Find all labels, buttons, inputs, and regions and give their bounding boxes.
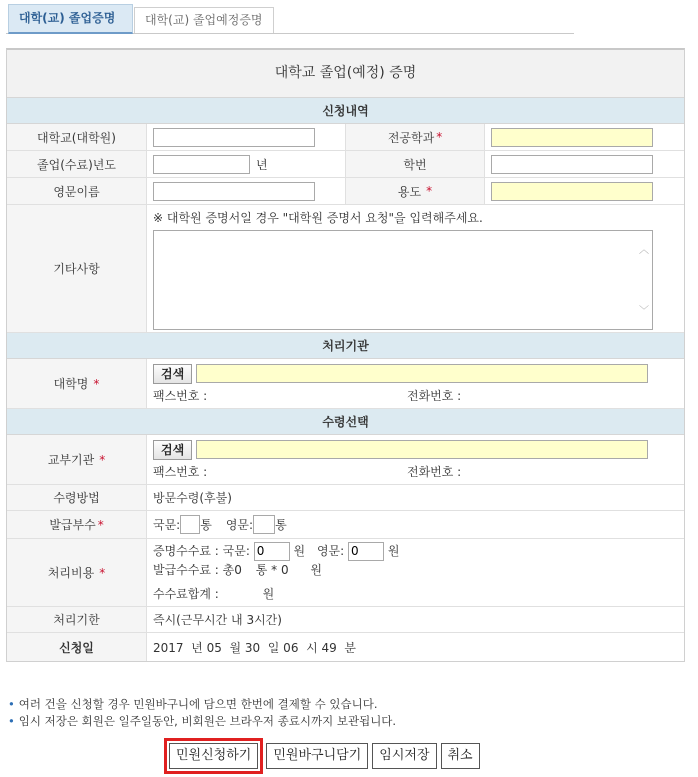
row-issuer bbox=[7, 435, 684, 485]
required-mark: * bbox=[97, 517, 104, 532]
etc-textarea[interactable] bbox=[153, 230, 653, 330]
temp-save-button[interactable]: 임시저장 bbox=[372, 743, 436, 769]
notes bbox=[8, 696, 396, 730]
copies-english-label: 영문: bbox=[225, 518, 254, 532]
cert-english-won: 원 bbox=[387, 543, 400, 558]
row-etc bbox=[7, 205, 684, 333]
grad-year-input[interactable] bbox=[153, 155, 250, 174]
issue-fee-mult: 통 * 0 bbox=[255, 562, 289, 577]
required-mark: * bbox=[426, 184, 433, 198]
section-receive-header: 수령선택 bbox=[7, 409, 684, 435]
issuer-label: 교부기관 * bbox=[7, 435, 147, 484]
issue-fee-won: 원 bbox=[310, 562, 322, 577]
total-fee-won: 원 bbox=[262, 586, 275, 601]
required-mark: * bbox=[93, 376, 100, 391]
major-input[interactable] bbox=[491, 128, 653, 147]
univ-search-button[interactable]: 검색 bbox=[153, 364, 192, 384]
total-fee-label: 수수료합계 : bbox=[153, 586, 219, 601]
copies-english-unit: 통 bbox=[275, 518, 287, 532]
etc-label: 기타사항 bbox=[7, 205, 147, 332]
bullet-icon: • bbox=[8, 697, 15, 711]
note-item: • 여러 건을 신청할 경우 민원바구니에 담으면 한번에 결제할 수 있습니다. bbox=[8, 697, 378, 711]
method-label: 수령방법 bbox=[7, 485, 147, 510]
major-label: 전공학과 * bbox=[345, 124, 485, 150]
deadline-label: 처리기한 bbox=[7, 607, 147, 632]
textarea-scrollbar[interactable] bbox=[636, 231, 652, 329]
note-item: • 임시 저장은 회원은 일주일동안, 비회원은 브라우저 종료시까지 보관됩니다. bbox=[8, 714, 397, 728]
cert-english-fee-input[interactable] bbox=[348, 542, 384, 561]
university-input[interactable] bbox=[153, 128, 315, 147]
student-id-label: 학번 bbox=[345, 151, 485, 177]
copies-english-input[interactable] bbox=[253, 515, 275, 534]
cert-korean-fee-input[interactable] bbox=[254, 542, 290, 561]
bullet-icon: • bbox=[8, 714, 15, 728]
row-deadline bbox=[7, 607, 684, 633]
univ-name-label: 대학명 * bbox=[7, 359, 147, 408]
row-grad-year bbox=[7, 151, 684, 178]
purpose-input[interactable] bbox=[491, 182, 653, 201]
scroll-up-icon[interactable]: ︿ bbox=[639, 245, 649, 256]
required-mark: * bbox=[436, 130, 443, 144]
application-form bbox=[6, 48, 685, 662]
cert-korean-won: 원 bbox=[293, 543, 306, 558]
issuer-search-button[interactable]: 검색 bbox=[153, 440, 192, 460]
row-univ-name bbox=[7, 359, 684, 409]
english-name-input[interactable] bbox=[153, 182, 315, 201]
required-mark: * bbox=[99, 452, 106, 467]
issuer-phone-label: 전화번호 : bbox=[407, 464, 462, 479]
cost-label: 처리비용 * bbox=[7, 539, 147, 606]
row-university bbox=[7, 124, 684, 151]
deadline-value: 즉시(근무시간 내 3시간) bbox=[153, 613, 282, 627]
english-name-label: 영문이름 bbox=[7, 178, 147, 204]
cancel-button[interactable]: 취소 bbox=[441, 743, 480, 769]
section-apply-header: 신청내역 bbox=[7, 98, 684, 124]
copies-korean-label: 국문: bbox=[153, 518, 181, 532]
cert-fee-label: 증명수수료 : bbox=[153, 543, 219, 558]
grad-year-label: 졸업(수료)년도 bbox=[7, 151, 147, 177]
method-value: 방문수령(후불) bbox=[153, 491, 232, 505]
purpose-label: 용도 * bbox=[345, 178, 485, 204]
univ-fax-label: 팩스번호 : bbox=[153, 388, 208, 403]
univ-phone-label: 전화번호 : bbox=[407, 388, 462, 403]
action-buttons bbox=[165, 738, 484, 774]
copies-label: 발급부수 * bbox=[7, 511, 147, 538]
cert-korean-label: 국문: bbox=[222, 543, 250, 558]
university-label: 대학교(대학원) bbox=[7, 124, 147, 150]
copies-korean-unit: 통 bbox=[200, 518, 212, 532]
row-method bbox=[7, 485, 684, 511]
date-label: 신청일 bbox=[7, 633, 147, 661]
univ-name-input[interactable] bbox=[196, 364, 648, 383]
tab-expected-graduation-cert[interactable]: 대학(교) 졸업예정증명 bbox=[134, 7, 274, 33]
issue-fee-label: 발급수수료 : bbox=[153, 562, 219, 577]
date-value: 2017 년 05 월 30 일 06 시 49 분 bbox=[153, 640, 356, 655]
year-unit: 년 bbox=[256, 157, 268, 172]
row-english-name bbox=[7, 178, 684, 205]
scroll-down-icon[interactable]: ﹀ bbox=[639, 306, 649, 317]
tab-bar bbox=[6, 4, 574, 34]
tab-graduation-cert[interactable]: 대학(교) 졸업증명 bbox=[8, 4, 133, 34]
add-to-basket-button[interactable]: 민원바구니담기 bbox=[266, 743, 368, 769]
issuer-input[interactable] bbox=[196, 440, 648, 459]
issuer-fax-label: 팩스번호 : bbox=[153, 464, 208, 479]
cert-english-label: 영문: bbox=[316, 543, 345, 558]
section-processing-header: 처리기관 bbox=[7, 333, 684, 359]
row-cost bbox=[7, 539, 684, 607]
apply-button[interactable]: 민원신청하기 bbox=[169, 743, 258, 769]
required-mark: * bbox=[99, 565, 106, 580]
row-date bbox=[7, 633, 684, 661]
etc-note: ※ 대학원 증명서일 경우 "대학원 증명서 요청"을 입력해주세요. bbox=[153, 211, 483, 225]
student-id-input[interactable] bbox=[491, 155, 653, 174]
form-title: 대학교 졸업(예정) 증명 bbox=[7, 50, 684, 98]
row-copies bbox=[7, 511, 684, 539]
copies-korean-input[interactable] bbox=[180, 515, 200, 534]
issue-fee-total: 총0 bbox=[222, 562, 242, 577]
